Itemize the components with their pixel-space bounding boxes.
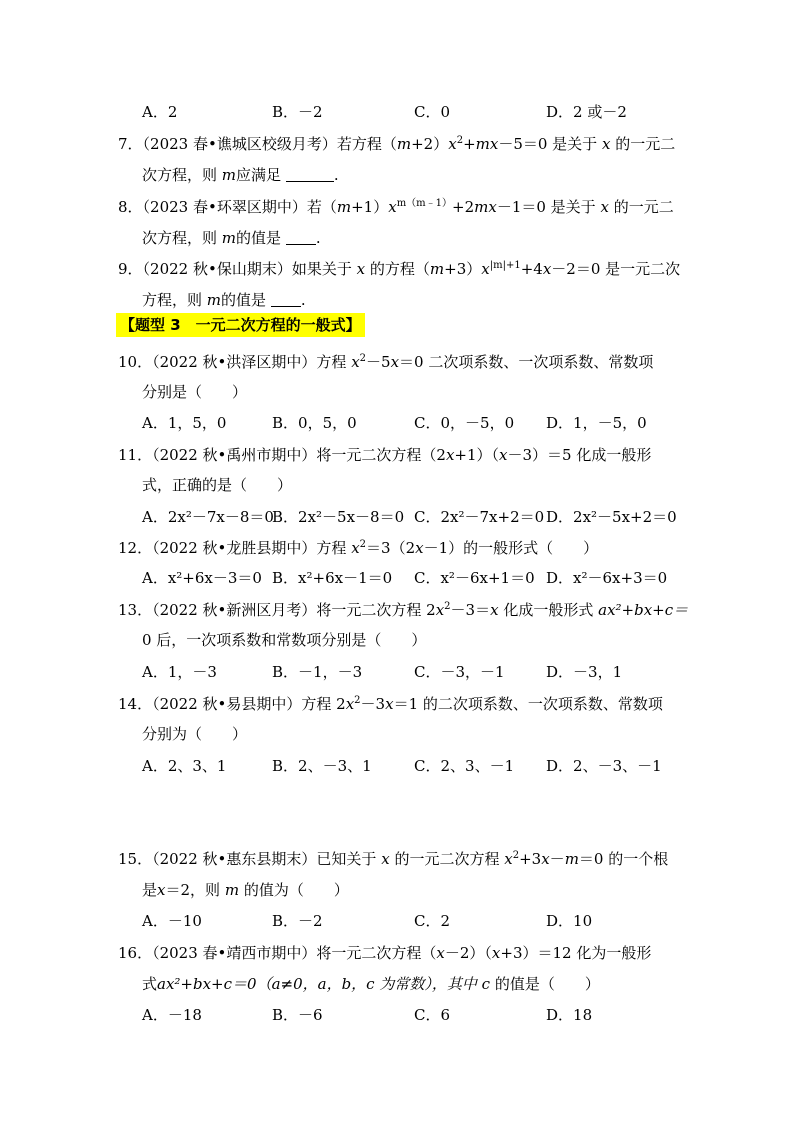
answer-blank[interactable] xyxy=(286,230,316,245)
question-10-cont: 分别是（ ） xyxy=(142,383,248,401)
option-c[interactable]: C．2x²－7x+2＝0 xyxy=(414,508,545,526)
question-7-cont: 次方程，则 m应满足 . xyxy=(142,166,339,184)
option-a[interactable]: A．1，5，0 xyxy=(142,414,227,432)
option-b[interactable]: B．－2 xyxy=(272,103,323,121)
option-a[interactable]: A．2、3、1 xyxy=(142,757,227,775)
question-11: 11．（2022 秋•禹州市期中）将一元二次方程（2x+1）（x－3）＝5 化成一般形 xyxy=(118,446,652,464)
option-d[interactable]: D．2 或－2 xyxy=(546,103,627,121)
question-11-cont: 式，正确的是（ ） xyxy=(142,476,293,494)
q13-options xyxy=(142,662,702,682)
option-b[interactable]: B．2、－3、1 xyxy=(272,757,372,775)
q15-options xyxy=(142,911,702,931)
option-c[interactable]: C．2 xyxy=(414,912,451,930)
question-10: 10．（2022 秋•洪泽区期中）方程 $x^2-5x=0$ 二次项系数、一次项系数、常数项 xyxy=(118,353,654,371)
q14-options xyxy=(142,756,702,776)
question-14: 14．（2022 秋•易县期中）方程 $2x^2-3x=1$ 的二次项系数、一次项系数、常数项 xyxy=(118,695,663,713)
question-15-cont: 是x＝2，则 m 的值为（ ） xyxy=(142,881,349,899)
q16-options xyxy=(142,1005,702,1025)
question-16-cont: 式ax²+bx+c＝0（a≠0，a，b，c 为常数），其中 c 的值是（ ） xyxy=(142,975,600,993)
option-b[interactable]: B．x²+6x－1＝0 xyxy=(272,569,393,587)
question-7: 7．（2023 春•谯城区校级月考）若方程$(m+2)x^2+mx-5=0$ 是关于 x 的一元二 xyxy=(118,135,676,153)
question-9: 9．（2022 秋•保山期末）如果关于 x 的方程$(m+3)x^{|m|+1}+4x-2=0$ 是一元二次 xyxy=(118,260,681,278)
question-13-cont: 0 后，一次项系数和常数项分别是（ ） xyxy=(142,631,427,649)
option-c[interactable]: C．－3，－1 xyxy=(414,663,505,681)
option-c[interactable]: C．6 xyxy=(414,1006,451,1024)
q11-options xyxy=(142,507,702,527)
q10-options xyxy=(142,413,702,433)
question-8: 8．（2023 春•环翠区期中）若$(m+1)x^{m(m﹣1)}+2mx-1=0$ 是关于 x 的一元二 xyxy=(118,198,674,216)
option-c[interactable]: C．x²－6x+1＝0 xyxy=(414,569,535,587)
option-a[interactable]: A．2 xyxy=(142,103,178,121)
question-15: 15．（2022 秋•惠东县期末）已知关于 x 的一元二次方程 $x^2+3x-m=0$ 的一个根 xyxy=(118,850,669,868)
option-a[interactable]: A．－18 xyxy=(142,1006,202,1024)
option-c[interactable]: C．0，－5，0 xyxy=(414,414,515,432)
option-a[interactable]: A．－10 xyxy=(142,912,202,930)
option-a[interactable]: A．2x²－7x－8＝0 xyxy=(142,508,274,526)
option-d[interactable]: D．－3，1 xyxy=(546,663,623,681)
question-9-cont: 方程，则 m的值是 . xyxy=(142,291,306,309)
question-12: 12．（2022 秋•龙胜县期中）方程 $x^2=3(2x-1)$的一般形式（ ） xyxy=(118,539,599,557)
option-d[interactable]: D．x²－6x+3＝0 xyxy=(546,569,668,587)
q6-options xyxy=(142,102,702,122)
option-b[interactable]: B．－1，－3 xyxy=(272,663,363,681)
option-b[interactable]: B．2x²－5x－8＝0 xyxy=(272,508,405,526)
option-c[interactable]: C．0 xyxy=(414,103,451,121)
option-d[interactable]: D．10 xyxy=(546,912,593,930)
option-a[interactable]: A．x²+6x－3＝0 xyxy=(142,569,262,587)
option-d[interactable]: D．2x²－5x+2＝0 xyxy=(546,508,677,526)
option-a[interactable]: A．1，－3 xyxy=(142,663,217,681)
question-13: 13．（2022 秋•新洲区月考）将一元二次方程 $2x^2-3=x$ 化成一般形式 ax²+bx+c＝ xyxy=(118,601,689,619)
answer-blank[interactable] xyxy=(286,167,334,182)
option-d[interactable]: D．18 xyxy=(546,1006,593,1024)
option-c[interactable]: C．2、3、－1 xyxy=(414,757,515,775)
question-14-cont: 分别为（ ） xyxy=(142,725,248,743)
option-d[interactable]: D．2、－3、－1 xyxy=(546,757,662,775)
question-8-cont: 次方程，则 m的值是 . xyxy=(142,229,321,247)
answer-blank[interactable] xyxy=(271,292,301,307)
option-b[interactable]: B．－6 xyxy=(272,1006,323,1024)
option-b[interactable]: B．0，5，0 xyxy=(272,414,357,432)
option-d[interactable]: D．1，－5，0 xyxy=(546,414,647,432)
option-b[interactable]: B．－2 xyxy=(272,912,323,930)
section-heading: 【题型 3 一元二次方程的一般式】 xyxy=(116,313,365,337)
question-16: 16．（2023 春•靖西市期中）将一元二次方程（x－2）（x+3）＝12 化为一般形 xyxy=(118,944,652,962)
q12-options xyxy=(142,568,702,588)
